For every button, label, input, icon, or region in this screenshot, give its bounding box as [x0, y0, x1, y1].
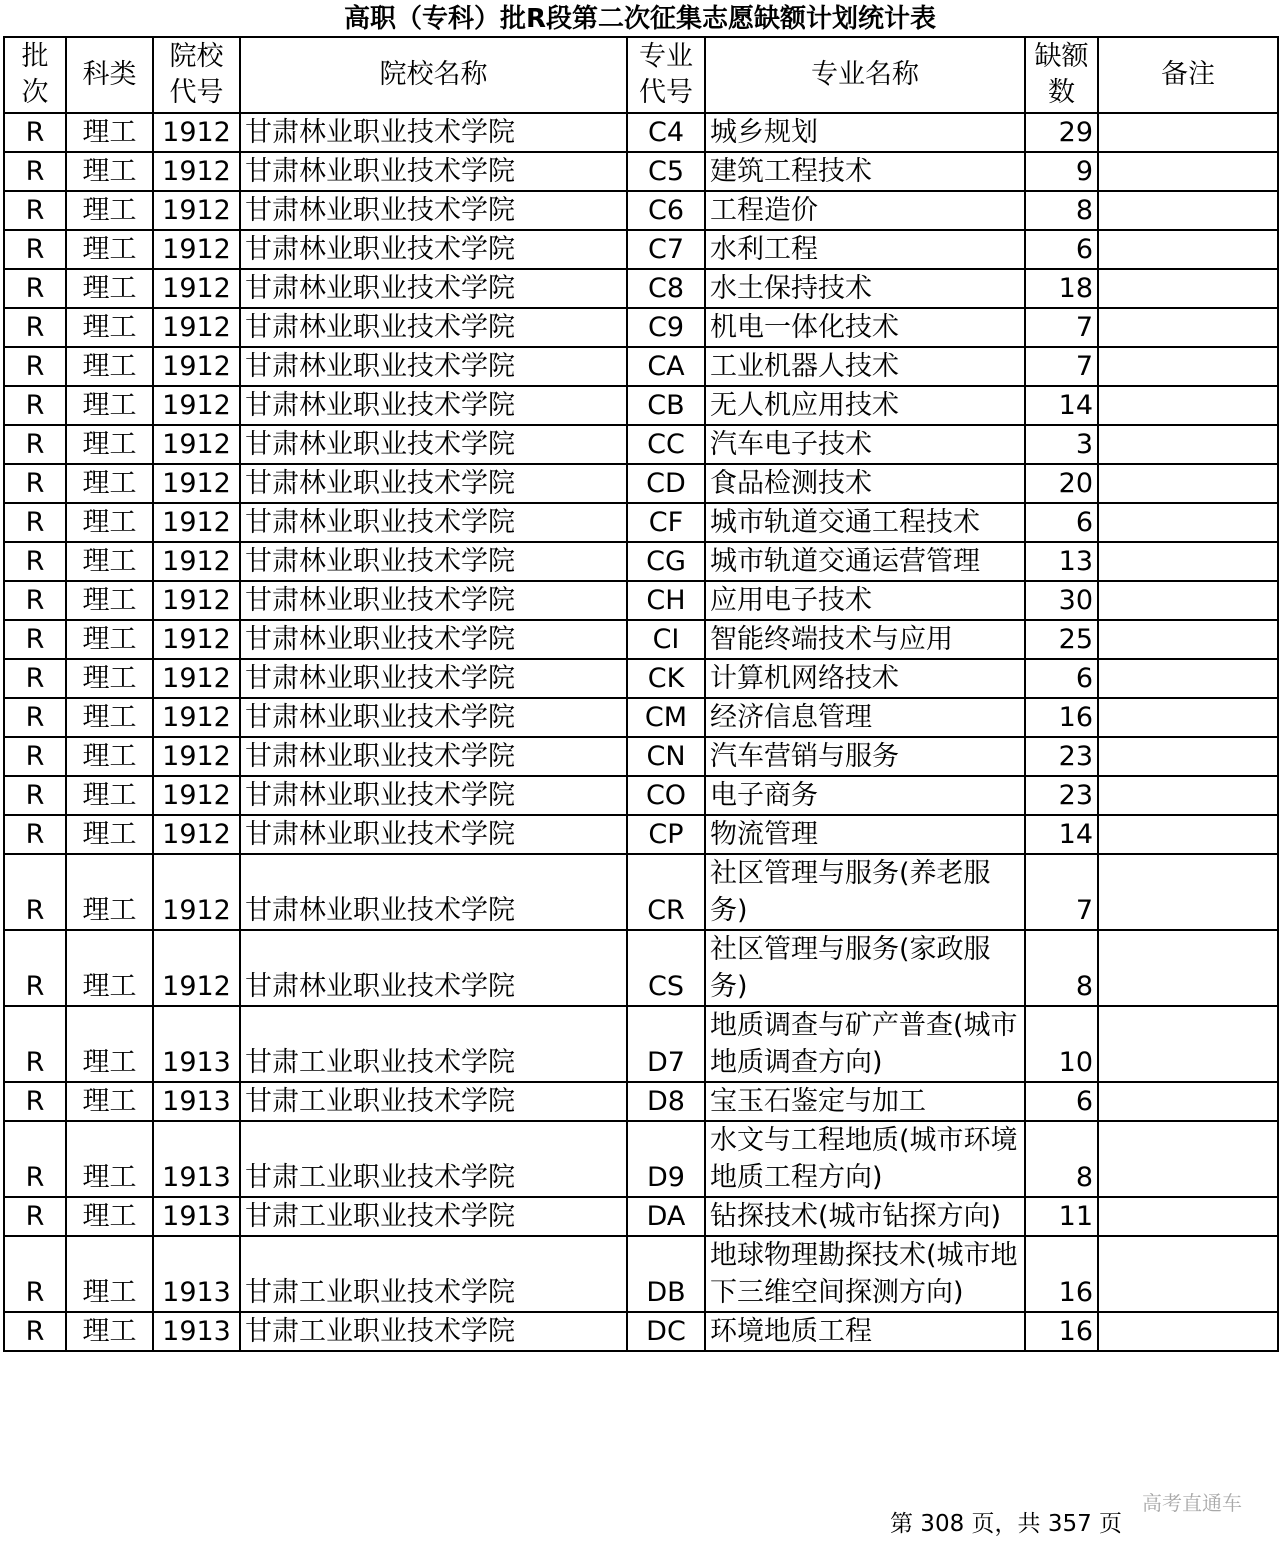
cell-school-name: 甘肃工业职业技术学院	[240, 1312, 627, 1351]
cell-batch: R	[4, 464, 66, 503]
cell-note	[1098, 386, 1278, 425]
cell-school-name: 甘肃工业职业技术学院	[240, 1006, 627, 1082]
cell-vacancies: 25	[1025, 620, 1098, 659]
cell-school-code: 1912	[153, 698, 240, 737]
cell-major-name: 计算机网络技术	[705, 659, 1025, 698]
cell-vacancies: 14	[1025, 815, 1098, 854]
table-row	[4, 930, 1278, 1006]
table-row	[4, 1312, 1278, 1351]
cell-category: 理工	[66, 542, 153, 581]
header-batch: 批次	[4, 37, 66, 113]
cell-vacancies: 9	[1025, 152, 1098, 191]
cell-major-name: 城市轨道交通运营管理	[705, 542, 1025, 581]
cell-major-code: C9	[627, 308, 705, 347]
table-row	[4, 659, 1278, 698]
cell-batch: R	[4, 308, 66, 347]
cell-school-name: 甘肃林业职业技术学院	[240, 308, 627, 347]
cell-batch: R	[4, 737, 66, 776]
table-row	[4, 152, 1278, 191]
cell-school-code: 1912	[153, 347, 240, 386]
cell-school-name: 甘肃林业职业技术学院	[240, 542, 627, 581]
cell-major-name: 社区管理与服务(家政服务)	[705, 930, 1025, 1006]
cell-note	[1098, 1006, 1278, 1082]
cell-major-code: C4	[627, 113, 705, 152]
cell-batch: R	[4, 347, 66, 386]
cell-major-code: C8	[627, 269, 705, 308]
cell-school-code: 1912	[153, 464, 240, 503]
cell-vacancies: 8	[1025, 1121, 1098, 1197]
header-school-name: 院校名称	[240, 37, 627, 113]
cell-vacancies: 8	[1025, 930, 1098, 1006]
table-row	[4, 854, 1278, 930]
cell-major-code: CS	[627, 930, 705, 1006]
cell-school-name: 甘肃林业职业技术学院	[240, 815, 627, 854]
table-row	[4, 698, 1278, 737]
cell-vacancies: 14	[1025, 386, 1098, 425]
cell-major-code: CG	[627, 542, 705, 581]
cell-school-name: 甘肃林业职业技术学院	[240, 930, 627, 1006]
cell-school-name: 甘肃林业职业技术学院	[240, 464, 627, 503]
page-title: 高职（专科）批R段第二次征集志愿缺额计划统计表	[343, 4, 937, 34]
cell-note	[1098, 230, 1278, 269]
cell-note	[1098, 581, 1278, 620]
cell-major-name: 建筑工程技术	[705, 152, 1025, 191]
cell-vacancies: 16	[1025, 698, 1098, 737]
cell-major-name: 环境地质工程	[705, 1312, 1025, 1351]
cell-note	[1098, 347, 1278, 386]
cell-major-name: 地球物理勘探技术(城市地下三维空间探测方向)	[705, 1236, 1025, 1312]
vacancy-table	[3, 36, 1279, 1352]
table-row	[4, 308, 1278, 347]
cell-category: 理工	[66, 620, 153, 659]
cell-vacancies: 16	[1025, 1236, 1098, 1312]
cell-school-code: 1912	[153, 230, 240, 269]
cell-major-code: CD	[627, 464, 705, 503]
cell-school-name: 甘肃林业职业技术学院	[240, 737, 627, 776]
cell-major-name: 汽车营销与服务	[705, 737, 1025, 776]
cell-batch: R	[4, 1121, 66, 1197]
table-row	[4, 269, 1278, 308]
cell-batch: R	[4, 1312, 66, 1351]
cell-batch: R	[4, 776, 66, 815]
cell-note	[1098, 308, 1278, 347]
cell-vacancies: 18	[1025, 269, 1098, 308]
cell-school-name: 甘肃林业职业技术学院	[240, 269, 627, 308]
cell-school-code: 1912	[153, 620, 240, 659]
cell-major-code: D7	[627, 1006, 705, 1082]
cell-major-code: C6	[627, 191, 705, 230]
table-row	[4, 464, 1278, 503]
cell-major-name: 城乡规划	[705, 113, 1025, 152]
cell-category: 理工	[66, 425, 153, 464]
header-category: 科类	[66, 37, 153, 113]
cell-major-code: C7	[627, 230, 705, 269]
cell-category: 理工	[66, 113, 153, 152]
cell-vacancies: 10	[1025, 1006, 1098, 1082]
cell-vacancies: 7	[1025, 308, 1098, 347]
cell-vacancies: 6	[1025, 503, 1098, 542]
cell-school-name: 甘肃林业职业技术学院	[240, 386, 627, 425]
table-header-row	[4, 37, 1278, 113]
cell-school-name: 甘肃林业职业技术学院	[240, 347, 627, 386]
cell-note	[1098, 113, 1278, 152]
cell-major-name: 机电一体化技术	[705, 308, 1025, 347]
cell-school-code: 1913	[153, 1006, 240, 1082]
cell-major-name: 应用电子技术	[705, 581, 1025, 620]
cell-major-code: D9	[627, 1121, 705, 1197]
cell-note	[1098, 698, 1278, 737]
cell-category: 理工	[66, 386, 153, 425]
cell-category: 理工	[66, 347, 153, 386]
header-note: 备注	[1098, 37, 1278, 113]
cell-school-code: 1912	[153, 191, 240, 230]
cell-major-code: CN	[627, 737, 705, 776]
cell-batch: R	[4, 152, 66, 191]
cell-school-name: 甘肃林业职业技术学院	[240, 191, 627, 230]
cell-note	[1098, 815, 1278, 854]
cell-note	[1098, 1082, 1278, 1121]
header-major-code: 专业代号	[627, 37, 705, 113]
table-body	[4, 113, 1278, 1351]
cell-major-code: CH	[627, 581, 705, 620]
cell-batch: R	[4, 425, 66, 464]
table-row	[4, 347, 1278, 386]
table-row	[4, 425, 1278, 464]
cell-school-name: 甘肃工业职业技术学院	[240, 1121, 627, 1197]
cell-note	[1098, 737, 1278, 776]
cell-category: 理工	[66, 776, 153, 815]
cell-school-name: 甘肃工业职业技术学院	[240, 1197, 627, 1236]
cell-major-name: 经济信息管理	[705, 698, 1025, 737]
cell-school-name: 甘肃林业职业技术学院	[240, 230, 627, 269]
cell-vacancies: 11	[1025, 1197, 1098, 1236]
table-row	[4, 1121, 1278, 1197]
cell-category: 理工	[66, 659, 153, 698]
cell-batch: R	[4, 620, 66, 659]
cell-category: 理工	[66, 152, 153, 191]
cell-category: 理工	[66, 737, 153, 776]
cell-note	[1098, 542, 1278, 581]
cell-major-code: CB	[627, 386, 705, 425]
cell-major-code: DC	[627, 1312, 705, 1351]
cell-school-name: 甘肃林业职业技术学院	[240, 113, 627, 152]
cell-vacancies: 13	[1025, 542, 1098, 581]
cell-vacancies: 6	[1025, 230, 1098, 269]
cell-school-code: 1912	[153, 815, 240, 854]
cell-category: 理工	[66, 191, 153, 230]
cell-school-code: 1913	[153, 1312, 240, 1351]
cell-major-name: 水利工程	[705, 230, 1025, 269]
cell-category: 理工	[66, 464, 153, 503]
cell-category: 理工	[66, 1236, 153, 1312]
cell-batch: R	[4, 854, 66, 930]
table-row	[4, 230, 1278, 269]
cell-vacancies: 6	[1025, 1082, 1098, 1121]
cell-major-name: 地质调查与矿产普查(城市地质调查方向)	[705, 1006, 1025, 1082]
cell-note	[1098, 620, 1278, 659]
cell-note	[1098, 1197, 1278, 1236]
cell-batch: R	[4, 1197, 66, 1236]
cell-batch: R	[4, 1236, 66, 1312]
cell-batch: R	[4, 191, 66, 230]
cell-major-code: CO	[627, 776, 705, 815]
cell-school-name: 甘肃林业职业技术学院	[240, 425, 627, 464]
cell-school-code: 1913	[153, 1121, 240, 1197]
cell-batch: R	[4, 1082, 66, 1121]
cell-category: 理工	[66, 1121, 153, 1197]
cell-school-code: 1912	[153, 776, 240, 815]
cell-batch: R	[4, 113, 66, 152]
cell-category: 理工	[66, 1312, 153, 1351]
cell-category: 理工	[66, 854, 153, 930]
cell-school-code: 1912	[153, 542, 240, 581]
cell-batch: R	[4, 659, 66, 698]
cell-batch: R	[4, 698, 66, 737]
cell-school-code: 1912	[153, 503, 240, 542]
cell-batch: R	[4, 230, 66, 269]
cell-school-code: 1912	[153, 854, 240, 930]
cell-vacancies: 20	[1025, 464, 1098, 503]
cell-school-code: 1912	[153, 737, 240, 776]
cell-category: 理工	[66, 815, 153, 854]
cell-major-name: 工业机器人技术	[705, 347, 1025, 386]
cell-note	[1098, 930, 1278, 1006]
cell-major-code: CK	[627, 659, 705, 698]
cell-batch: R	[4, 269, 66, 308]
cell-school-name: 甘肃林业职业技术学院	[240, 854, 627, 930]
cell-major-code: CF	[627, 503, 705, 542]
table-row	[4, 386, 1278, 425]
cell-school-code: 1912	[153, 308, 240, 347]
cell-category: 理工	[66, 1006, 153, 1082]
cell-school-code: 1912	[153, 386, 240, 425]
cell-vacancies: 7	[1025, 854, 1098, 930]
table-row	[4, 1082, 1278, 1121]
cell-school-name: 甘肃林业职业技术学院	[240, 776, 627, 815]
table-row	[4, 581, 1278, 620]
table-row	[4, 776, 1278, 815]
cell-batch: R	[4, 503, 66, 542]
cell-major-code: C5	[627, 152, 705, 191]
cell-school-name: 甘肃林业职业技术学院	[240, 698, 627, 737]
cell-category: 理工	[66, 230, 153, 269]
cell-school-name: 甘肃林业职业技术学院	[240, 152, 627, 191]
cell-major-code: CR	[627, 854, 705, 930]
cell-vacancies: 23	[1025, 737, 1098, 776]
cell-category: 理工	[66, 581, 153, 620]
cell-major-name: 水土保持技术	[705, 269, 1025, 308]
cell-school-code: 1912	[153, 113, 240, 152]
cell-batch: R	[4, 581, 66, 620]
cell-major-code: CI	[627, 620, 705, 659]
cell-major-name: 物流管理	[705, 815, 1025, 854]
cell-major-name: 钻探技术(城市钻探方向)	[705, 1197, 1025, 1236]
cell-school-code: 1912	[153, 152, 240, 191]
cell-category: 理工	[66, 1197, 153, 1236]
cell-vacancies: 16	[1025, 1312, 1098, 1351]
cell-batch: R	[4, 815, 66, 854]
cell-major-name: 智能终端技术与应用	[705, 620, 1025, 659]
cell-major-name: 无人机应用技术	[705, 386, 1025, 425]
cell-category: 理工	[66, 1082, 153, 1121]
cell-major-code: CM	[627, 698, 705, 737]
cell-major-name: 电子商务	[705, 776, 1025, 815]
table-row	[4, 1197, 1278, 1236]
cell-school-name: 甘肃林业职业技术学院	[240, 581, 627, 620]
table-row	[4, 113, 1278, 152]
cell-major-code: CA	[627, 347, 705, 386]
cell-school-code: 1912	[153, 425, 240, 464]
cell-major-name: 食品检测技术	[705, 464, 1025, 503]
cell-school-code: 1912	[153, 659, 240, 698]
cell-major-code: CP	[627, 815, 705, 854]
cell-vacancies: 30	[1025, 581, 1098, 620]
watermark: 高考直通车	[1142, 1491, 1242, 1515]
cell-major-code: CC	[627, 425, 705, 464]
cell-vacancies: 6	[1025, 659, 1098, 698]
cell-major-code: DA	[627, 1197, 705, 1236]
cell-category: 理工	[66, 308, 153, 347]
cell-batch: R	[4, 1006, 66, 1082]
cell-note	[1098, 1312, 1278, 1351]
table-row	[4, 1236, 1278, 1312]
cell-note	[1098, 425, 1278, 464]
cell-note	[1098, 503, 1278, 542]
table-row	[4, 503, 1278, 542]
cell-note	[1098, 854, 1278, 930]
cell-category: 理工	[66, 698, 153, 737]
cell-school-code: 1913	[153, 1236, 240, 1312]
page-number: 第 308 页，共 357 页	[890, 1511, 1123, 1537]
cell-batch: R	[4, 386, 66, 425]
cell-major-code: DB	[627, 1236, 705, 1312]
cell-note	[1098, 464, 1278, 503]
cell-note	[1098, 152, 1278, 191]
cell-note	[1098, 776, 1278, 815]
cell-school-name: 甘肃工业职业技术学院	[240, 1082, 627, 1121]
cell-major-name: 宝玉石鉴定与加工	[705, 1082, 1025, 1121]
cell-school-code: 1912	[153, 581, 240, 620]
cell-school-code: 1913	[153, 1082, 240, 1121]
table-row	[4, 542, 1278, 581]
cell-major-name: 城市轨道交通工程技术	[705, 503, 1025, 542]
cell-note	[1098, 191, 1278, 230]
cell-school-code: 1912	[153, 269, 240, 308]
cell-major-code: D8	[627, 1082, 705, 1121]
cell-school-code: 1912	[153, 930, 240, 1006]
table-row	[4, 815, 1278, 854]
cell-school-name: 甘肃工业职业技术学院	[240, 1236, 627, 1312]
cell-batch: R	[4, 930, 66, 1006]
table-row	[4, 191, 1278, 230]
cell-major-name: 水文与工程地质(城市环境地质工程方向)	[705, 1121, 1025, 1197]
cell-vacancies: 3	[1025, 425, 1098, 464]
cell-school-name: 甘肃林业职业技术学院	[240, 503, 627, 542]
cell-vacancies: 29	[1025, 113, 1098, 152]
cell-category: 理工	[66, 269, 153, 308]
cell-note	[1098, 1121, 1278, 1197]
cell-vacancies: 7	[1025, 347, 1098, 386]
cell-category: 理工	[66, 930, 153, 1006]
cell-note	[1098, 659, 1278, 698]
cell-major-name: 汽车电子技术	[705, 425, 1025, 464]
header-school-code: 院校代号	[153, 37, 240, 113]
header-vacancies: 缺额数	[1025, 37, 1098, 113]
cell-category: 理工	[66, 503, 153, 542]
cell-school-code: 1913	[153, 1197, 240, 1236]
cell-major-name: 社区管理与服务(养老服务)	[705, 854, 1025, 930]
cell-note	[1098, 269, 1278, 308]
cell-school-name: 甘肃林业职业技术学院	[240, 659, 627, 698]
table-row	[4, 620, 1278, 659]
cell-note	[1098, 1236, 1278, 1312]
table-row	[4, 1006, 1278, 1082]
header-major-name: 专业名称	[705, 37, 1025, 113]
cell-school-name: 甘肃林业职业技术学院	[240, 620, 627, 659]
table-row	[4, 737, 1278, 776]
cell-vacancies: 23	[1025, 776, 1098, 815]
cell-vacancies: 8	[1025, 191, 1098, 230]
cell-batch: R	[4, 542, 66, 581]
cell-major-name: 工程造价	[705, 191, 1025, 230]
